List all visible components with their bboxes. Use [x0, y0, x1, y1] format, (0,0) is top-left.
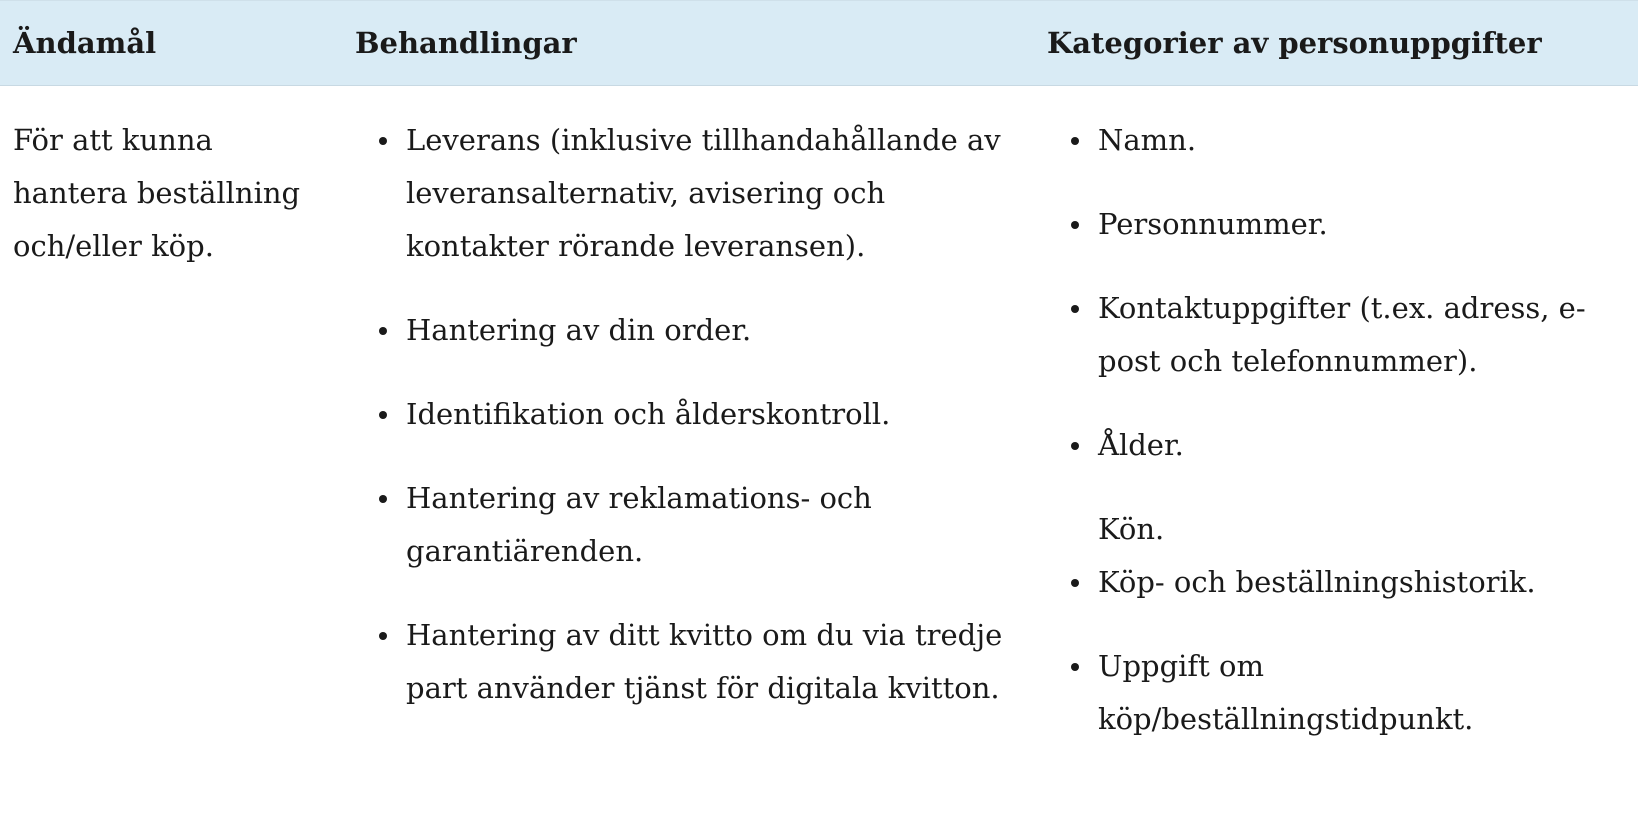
list-item: Hantering av ditt kvitto om du via tredje part använder tjänst för digitala kvitton. — [355, 609, 1030, 715]
table-body — [0, 86, 1638, 778]
list-item: Namn. — [1047, 114, 1638, 167]
data-category-list — [1047, 114, 1638, 746]
table-header — [0, 1, 1638, 86]
list-item: Identifikation och ålderskontroll. — [355, 388, 1030, 441]
list-item: Köp- och beställningshistorik. — [1047, 556, 1638, 609]
list-item: Personnummer. — [1047, 198, 1638, 251]
processing-list — [355, 114, 1030, 715]
header-behandlingar: Behandlingar — [340, 1, 1030, 86]
table-row — [0, 86, 1638, 778]
header-kategorier: Kategorier av personuppgifter — [1030, 1, 1638, 86]
cell-behandlingar — [340, 86, 1030, 778]
list-item: Kontaktuppgifter (t.ex. adress, e-post och telefonnummer). — [1047, 282, 1638, 388]
cell-kategorier — [1030, 86, 1638, 778]
purpose-text: För att kunna hantera beställning och/eller köp. — [13, 123, 301, 263]
header-andamal: Ändamål — [0, 1, 340, 86]
list-item: Leverans (inklusive tillhandahållande av leveransalternativ, avisering och kontakter rörande leveransen). — [355, 114, 1030, 273]
list-item: Hantering av reklamations- och garantiärenden. — [355, 472, 1030, 578]
list-item: Ålder. — [1047, 419, 1638, 472]
list-item-unbulleted: Kön. — [1098, 512, 1165, 546]
list-item: Uppgift om köp/beställningstidpunkt. — [1047, 640, 1638, 746]
header-row — [0, 1, 1638, 86]
list-item: Hantering av din order. — [355, 304, 1030, 357]
cell-andamal — [0, 86, 340, 778]
